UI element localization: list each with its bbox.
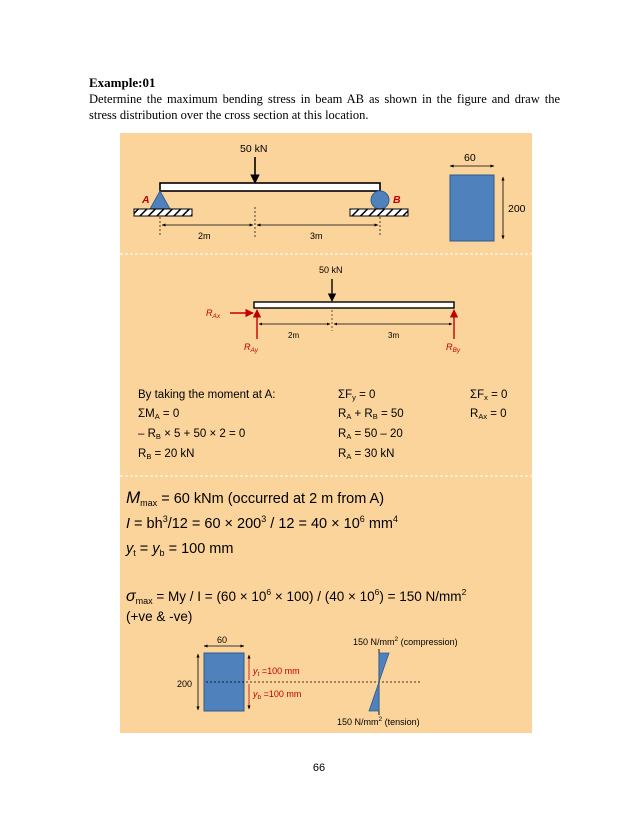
section-height-label: 200 <box>508 203 526 215</box>
roller-support-b <box>371 191 389 209</box>
fy-eq-3: RA = 50 – 20 <box>338 428 403 441</box>
equilibrium-equations <box>138 389 507 461</box>
beam-load-label: 50 kN <box>240 143 268 155</box>
figure-svg <box>120 133 532 733</box>
yt-label: $y_t =100$ mm <box>253 666 300 678</box>
compression-label: 150 $N/mm^2$ (compression) <box>353 636 458 647</box>
bending-results <box>125 488 467 624</box>
fbd-span-right-label: 3m <box>388 331 400 340</box>
rax-label: $R_{Ax}$ <box>206 308 221 320</box>
stress-distribution-diagram <box>177 635 458 727</box>
y-line: $y_t = y_b = 100$ mm <box>126 541 234 558</box>
span-right-label: 3m <box>310 231 323 241</box>
solution-figure <box>120 133 532 733</box>
support-b-label: B <box>393 194 401 206</box>
support-a-label: A <box>142 194 150 206</box>
sign-line: (+ve & -ve) <box>126 609 193 624</box>
fx-eq-2: RAx = 0 <box>470 408 507 421</box>
inertia-line: $I = bh^3/12 = 60 \times 200^3 / 12 = 40 \times 10^6$ $mm^4$ <box>126 514 398 532</box>
compression-stress-block <box>379 653 389 682</box>
moment-eq-1: ΣMA = 0 <box>138 408 180 421</box>
ground-right <box>350 209 408 216</box>
stress-section-height-label: 200 <box>177 679 193 689</box>
problem-statement: Determine the maximum bending stress in beam AB as shown in the figure and draw the stress distribution over the cross section at this location. <box>89 92 560 122</box>
sigma-line: $\sigma_{max} = My / I = (60 \times 10^6 \times 100) / (40 \times 10^6) = 150$ $N/mm^2$ <box>126 587 467 606</box>
beam-ab <box>160 183 380 191</box>
section-width-label: 60 <box>464 152 476 164</box>
tension-stress-block <box>369 682 379 711</box>
moment-eq-3: RB = 20 kN <box>138 448 195 461</box>
ray-label: $R_{Ay}$ <box>244 342 259 354</box>
mmax-line: $M_{max} = 60$ kNm (occurred at 2 m from A) <box>126 488 385 508</box>
moment-eq-2: – RB × 5 + 50 × 2 = 0 <box>138 428 246 441</box>
fy-eq-2: RA + RB = 50 <box>338 408 404 421</box>
section-rectangle <box>450 175 494 241</box>
yb-label: $y_b =100$ mm <box>253 689 302 701</box>
loaded-beam-diagram <box>134 143 408 241</box>
page-number: 66 <box>312 762 326 774</box>
ground-left <box>134 209 192 216</box>
fbd-beam <box>254 302 454 308</box>
fbd-load-label: 50 kN <box>319 265 343 275</box>
fbd-span-left-label: 2m <box>288 331 300 340</box>
free-body-diagram <box>206 265 461 354</box>
fx-eq-1: ΣFx = 0 <box>470 389 508 402</box>
example-heading: Example:01 <box>89 75 156 90</box>
moment-title: By taking the moment at A: <box>138 389 276 401</box>
span-left-label: 2m <box>198 231 211 241</box>
cross-section-diagram <box>450 152 526 241</box>
tension-label: 150 $N/mm^2$ (tension) <box>337 716 420 727</box>
rby-label: $R_{By}$ <box>446 342 461 354</box>
fy-eq-1: ΣFy = 0 <box>338 389 376 402</box>
pin-support-a <box>150 191 170 209</box>
stress-section-width-label: 60 <box>217 635 228 645</box>
fy-eq-4: RA = 30 kN <box>338 448 395 461</box>
